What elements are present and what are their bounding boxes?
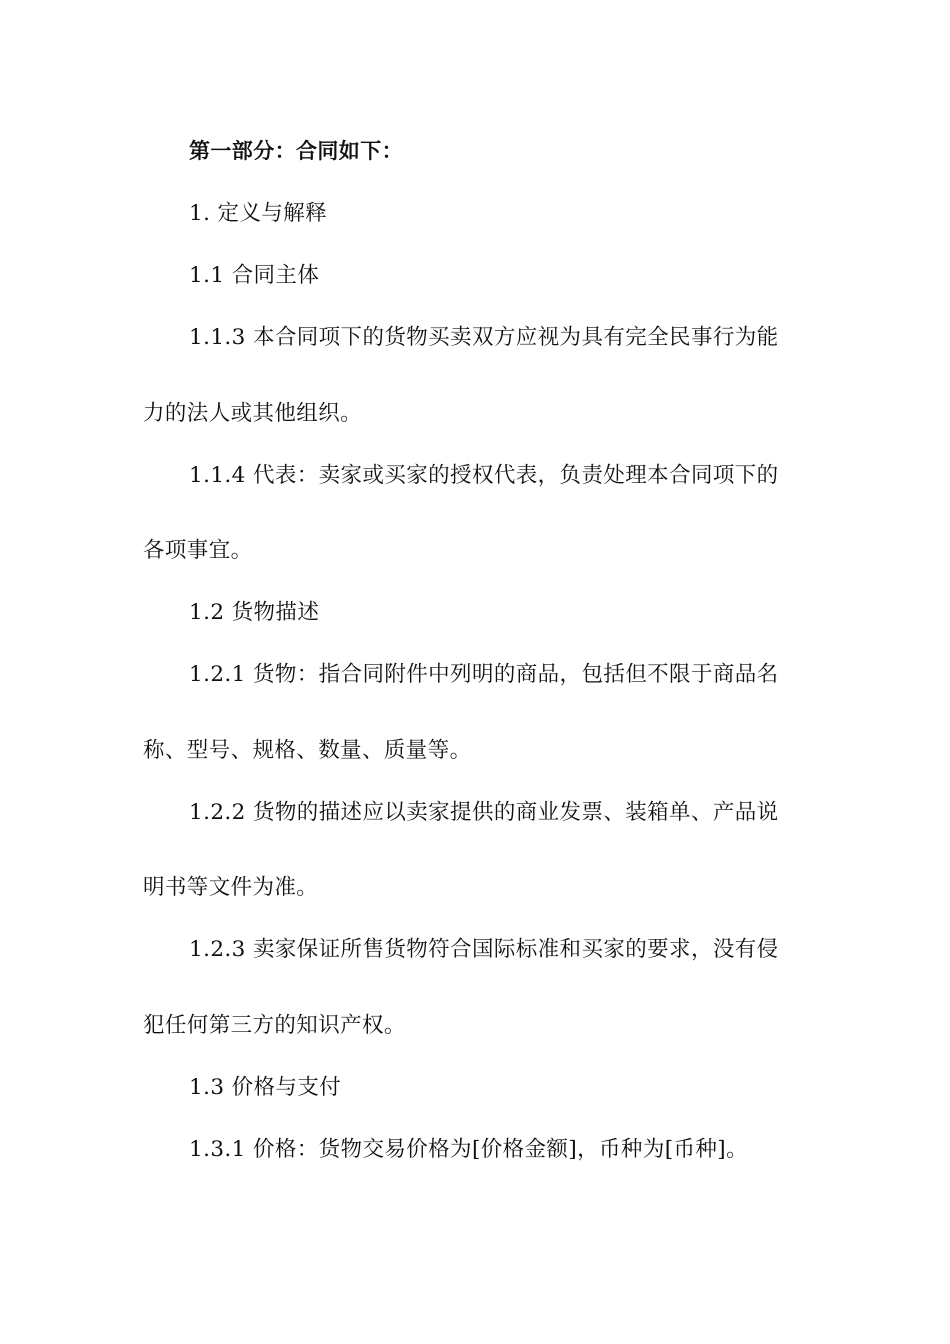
clause-1-1-4-continued: 各项事宜。 [143,538,253,563]
clause-1-1-4: 1.1.4 代表：卖家或买家的授权代表，负责处理本合同项下的 [189,463,779,488]
clause-1-2-1-continued: 称、型号、规格、数量、质量等。 [143,738,472,763]
clause-1-1-3: 1.1.3 本合同项下的货物买卖双方应视为具有完全民事行为能 [189,325,779,350]
clause-1: 1. 定义与解释 [189,201,328,226]
clause-1-2-2-continued: 明书等文件为准。 [143,875,319,900]
clause-1-2-1: 1.2.1 货物：指合同附件中列明的商品，包括但不限于商品名 [189,662,779,687]
clause-1-2-3: 1.2.3 卖家保证所售货物符合国际标准和买家的要求，没有侵 [189,937,779,962]
clause-1-1: 1.1 合同主体 [189,263,320,288]
clause-1-2-2: 1.2.2 货物的描述应以卖家提供的商业发票、装箱单、产品说 [189,800,779,825]
clause-1-3: 1.3 价格与支付 [189,1075,342,1100]
clause-1-2: 1.2 货物描述 [189,600,320,625]
clause-1-3-1: 1.3.1 价格：货物交易价格为[价格金额]，币种为[币种]。 [189,1137,748,1162]
clause-1-2-3-continued: 犯任何第三方的知识产权。 [143,1013,406,1038]
clause-1-1-3-continued: 力的法人或其他组织。 [143,401,363,426]
section-heading: 第一部分：合同如下： [189,139,403,163]
